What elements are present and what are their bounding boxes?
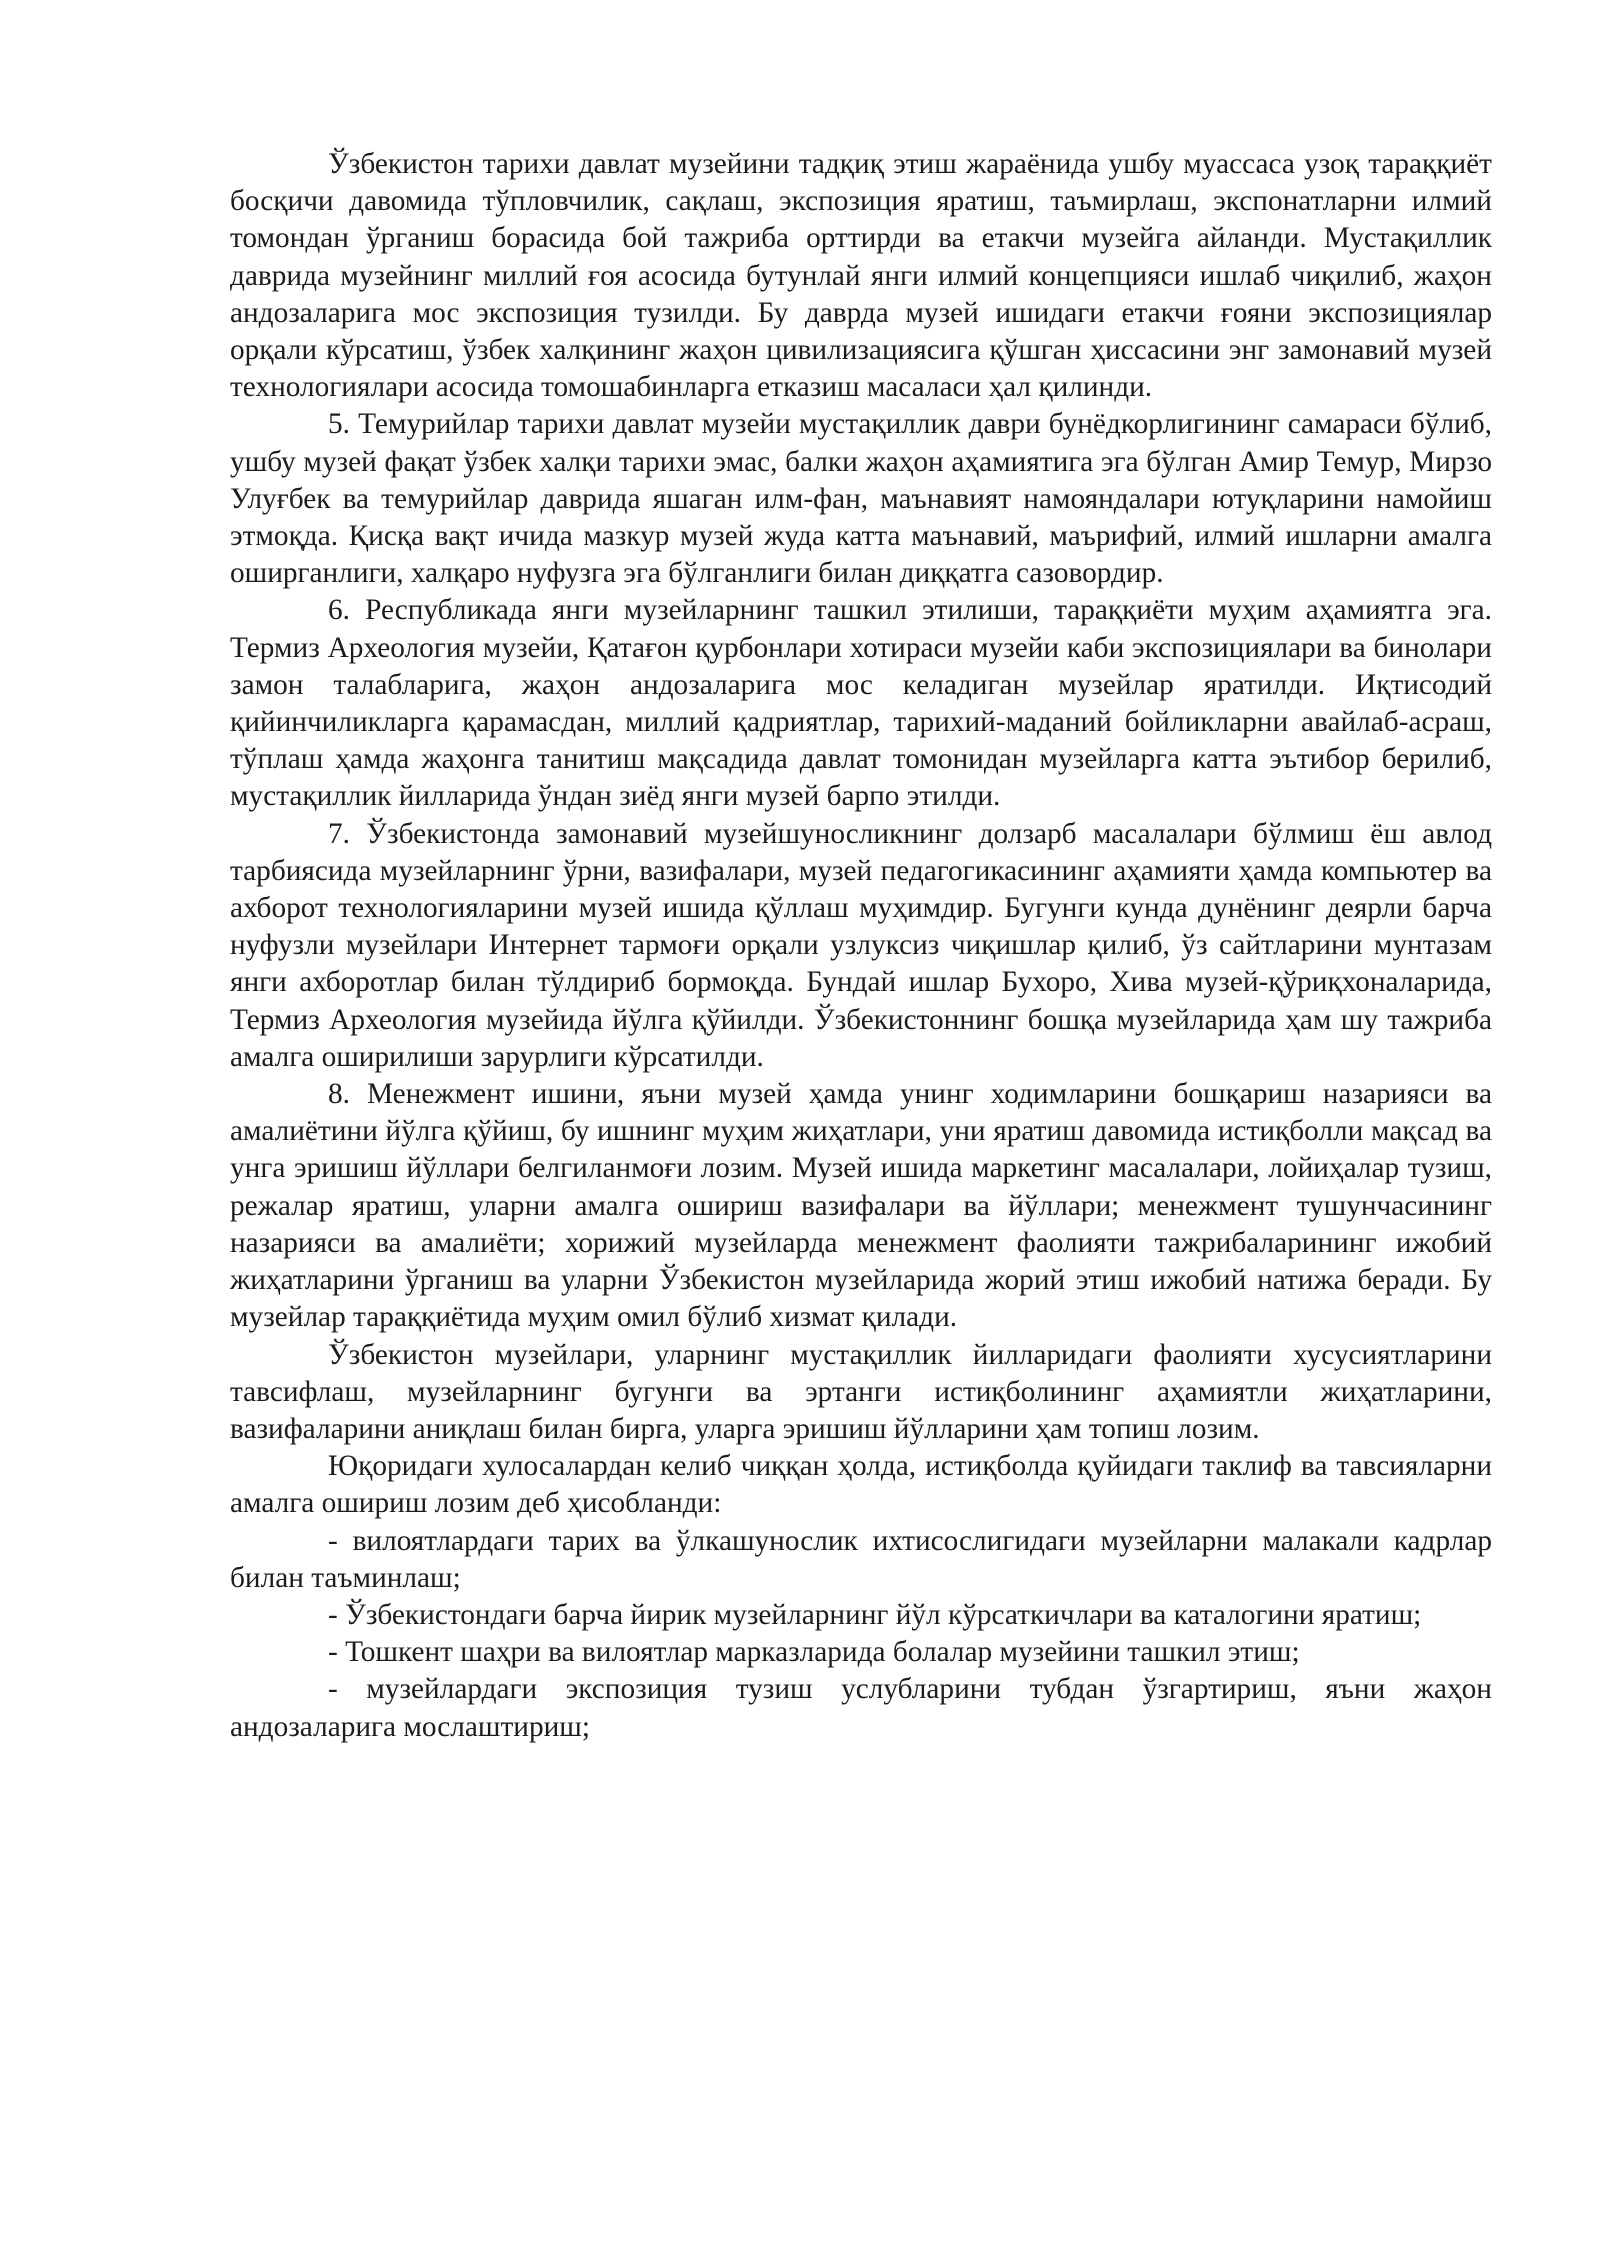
document-page [230,146,1492,1746]
list-item-regional-staff: - вилоятлардаги тарих ва ўлкашунослик ихтисослигидаги музейларни малакали кадрлар билан таъминлаш; [230,1524,1492,1594]
paragraph-museums-summary: Ўзбекистон музейлари, уларнинг мустақиллик йилларидаги фаолияти хусусиятларини тавсифлаш, музейларнинг бугунги ва эртанги истиқболининг аҳамиятли жиҳатларини, вазифаларини аниқлаш билан бирга, уларга эришиш йўлларини ҳам топиш лозим. [230,1338,1492,1445]
paragraph-museum-research: Ўзбекистон тарихи давлат музейини тадқиқ этиш жараёнида ушбу муассаса узоқ тараққиёт босқичи давомида тўпловчилик, сақлаш, экспозиция яратиш, таъмирлаш, экспонатларни илмий томондан ўрганиш борасида бой тажриба орттирди ва етакчи музейга айланди. Мустақиллик даврида музейнинг миллий ғоя асосида бутунлай янги илмий концепцияси ишлаб чиқилиб, жаҳон андозаларига мос экспозиция тузилди. Бу даврда музей ишидаги етакчи ғояни экспозициялар орқали кўрсатиш, ўзбек халқининг жаҳон цивилизациясига қўшган ҳиссасини энг замонавий музей технологиялари асосида томошабинларга етказиш масаласи ҳал қилинди. [230,148,1492,404]
paragraph-point-5: 5. Темурийлар тарихи давлат музейи мустақиллик даври бунёдкорлигининг самараси бўлиб, ушбу музей фақат ўзбек халқи тарихи эмас, балки жаҳон аҳамиятига эга бўлган Амир Темур, Мирзо Улуғбек ва темурийлар даврида яшаган илм-фан, маънавият намояндалари ютуқларини намойиш этмоқда. Қисқа вақт ичида мазкур музей жуда катта маънавий, маърифий, илмий ишларни амалга оширганлиги, халқаро нуфузга эга бўлганлиги билан диққатга сазовордир. [230,408,1492,590]
list-item-guides-catalogue: - Ўзбекистондаги барча йирик музейларнинг йўл кўрсаткичлари ва каталогини яратиш; [328,1598,1422,1631]
list-item-exposition-methods: - музейлардаги экспозиция тузиш услубларини тубдан ўзгартириш, яъни жаҳон андозаларига мослаштириш; [230,1673,1492,1743]
paragraph-point-6: 6. Республикада янги музейларнинг ташкил этилиши, тараққиёти муҳим аҳамиятга эга. Термиз Археология музейи, Қатағон қурбонлари хотираси музейи каби экспозициялари ва бинолари замон талабларига, жаҳон андозаларига мос келадиган музейлар яратилди. Иқтисодий қийинчиликларга қарамасдан, миллий қадриятлар, тарихий-маданий бойликларни авайлаб-асраш, тўплаш ҳамда жаҳонга танитиш мақсадида давлат томонидан музейларга катта эътибор берилиб, мустақиллик йилларида ўндан зиёд янги музей барпо этилди. [230,594,1492,813]
paragraph-point-8: 8. Менежмент ишини, яъни музей ҳамда унинг ходимларини бошқариш назарияси ва амалиётини йўлга қўйиш, бу ишнинг муҳим жиҳатлари, уни яратиш давомида истиқболли мақсад ва унга эришиш йўллари белгиланмоғи лозим. Музей ишида маркетинг масалалари, лойиҳалар тузиш, режалар яратиш, уларни амалга ошириш вазифалари ва йўллари; менежмент тушунчасининг назарияси ва амалиёти; хорижий музейларда менежмент фаолияти тажрибаларининг ижобий жиҳатларини ўрганиш ва уларни Ўзбекистон музейларида жорий этиш ижобий натижа беради. Бу музейлар тараққиётида муҳим омил бўлиб хизмат қилади. [230,1078,1492,1334]
paragraph-point-7: 7. Ўзбекистонда замонавий музейшуносликнинг долзарб масалалари бўлмиш ёш авлод тарбиясида музейларнинг ўрни, вазифалари, музей педагогикасининг аҳамияти ҳамда компьютер ва ахборот технологияларини музей ишида қўллаш муҳимдир. Бугунги кунда дунёнинг деярли барча нуфузли музейлари Интернет тармоғи орқали узлуксиз чиқишлар қилиб, ўз сайтларини мунтазам янги ахборотлар билан тўлдириб бормоқда. Бундай ишлар Бухоро, Хива музей-қўриқхоналарида, Термиз Археология музейида йўлга қўйилди. Ўзбекистоннинг бошқа музейларида ҳам шу тажриба амалга оширилиши зарурлиги кўрсатилди. [230,817,1492,1073]
paragraph-recommendations-intro: Юқоридаги хулосалардан келиб чиққан ҳолда, истиқболда қуйидаги таклиф ва тавсияларни амалга ошириш лозим деб ҳисобланди: [230,1450,1492,1520]
list-item-children-museum: - Тошкент шаҳри ва вилоятлар марказларида болалар музейини ташкил этиш; [328,1636,1300,1669]
